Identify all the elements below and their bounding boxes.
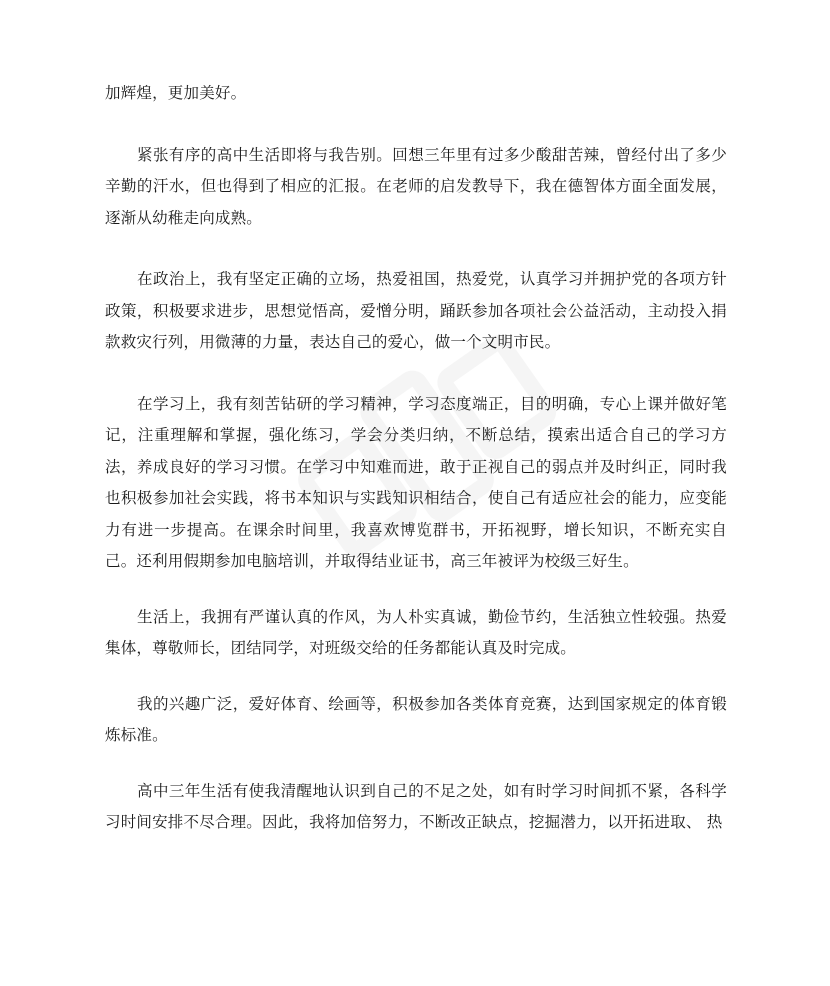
paragraph-introduction: 紧张有序的高中生活即将与我告别。回想三年里有过多少酸甜苦辣，曾经付出了多少辛勤的汗水，但也得到了相应的汇报。在老师的启发教导下，我在德智体方面全面发展，逐渐从幼稚走向成熟。 xyxy=(105,145,727,227)
paragraph-continuation: 加辉煌，更加美好。 xyxy=(105,84,247,102)
paragraph-life: 生活上，我拥有严谨认真的作风，为人朴实真诚，勤俭节约，生活独立性较强。热爱集体，尊敬师长，团结同学，对班级交给的任务都能认真及时完成。 xyxy=(105,607,727,657)
paragraph-politics: 在政治上，我有坚定正确的立场，热爱祖国，热爱党，认真学习并拥护党的各项方针政策，积极要求进步，思想觉悟高，爱憎分明，踊跃参加各项社会公益活动，主动投入捐款救灾行列，用微薄的力量，表达自己的爱心，做一个文明市民。 xyxy=(105,270,727,351)
paragraph-interests: 我的兴趣广泛，爱好体育、绘画等，积极参加各类体育竞赛，达到国家规定的体育锻炼标准。 xyxy=(105,694,727,744)
paragraph-shortcomings: 高中三年生活有使我清醒地认识到自己的不足之处，如有时学习时间抓不紧，各科学习时间安排不尽合理。因此，我将加倍努力，不断改正缺点，挖掘潜力，以开拓进取、 热 xyxy=(105,781,727,831)
paragraph-study: 在学习上，我有刻苦钻研的学习精神，学习态度端正，目的明确，专心上课并做好笔记，注重理解和掌握，强化练习，学会分类归纳，不断总结，摸索出适合自己的学习方法，养成良好的学习习惯。在学习中知难而进，敢于正视自己的弱点并及时纠正，同时我也积极参加社会实践，将书本知识与实践知识相结合，使自己有适应社会的能力，应变能力有进一步提高。在课余时间里，我喜欢博览群书，开拓视野，增长知识，不断充实自己。还利用假期参加电脑培训，并取得结业证书，高三年被评为校级三好生。 xyxy=(105,394,727,570)
document-body xyxy=(105,78,727,839)
